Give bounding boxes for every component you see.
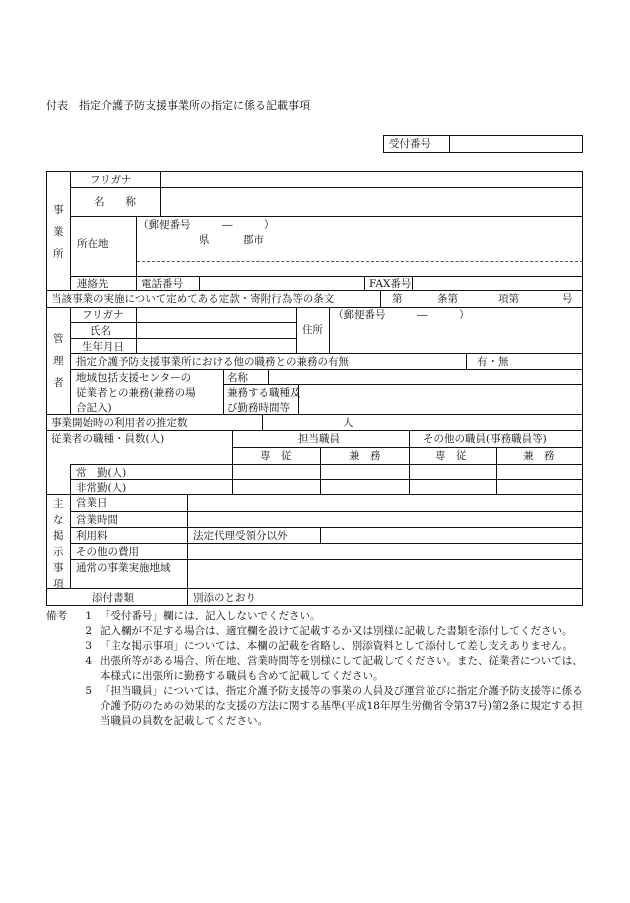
page-title: 付表 指定介護予防支援事業所の指定に係る記載事項 bbox=[46, 99, 310, 112]
staff-joukin-senju-field[interactable] bbox=[236, 466, 316, 477]
staff-other-senju: 専 従 bbox=[435, 450, 467, 462]
articles-dai: 第 bbox=[392, 293, 403, 305]
note-item: 1 「受付番号」欄には、記入しないでください。 bbox=[85, 610, 321, 622]
staff-joukin-kenmu-field[interactable] bbox=[324, 466, 404, 477]
office-furigana-label: フリガナ bbox=[90, 174, 132, 186]
main-items-label-3: 掲 bbox=[53, 530, 64, 542]
service-area-field[interactable] bbox=[191, 561, 579, 586]
staff-tanto-header: 担当職員 bbox=[298, 433, 340, 445]
manager-address-field[interactable] bbox=[333, 325, 578, 351]
attachments-value: 別添のとおり bbox=[193, 592, 256, 604]
note-item: 5 「担当職員」については、指定介護予防支援等の事業の人員及び運営並びに指定介護予防支援等に係る介護予防のための効果的な支援の方法に関する基準(平成18年厚生労働省令第37号)第2条に規定する担当職員の員数を記載してください。 bbox=[85, 685, 583, 727]
staff-hijoukin-senju-field[interactable] bbox=[236, 481, 316, 492]
office-gun-city: 郡市 bbox=[243, 234, 264, 246]
notes-list bbox=[48, 609, 588, 729]
manager-postal: （郵便番号 ― ） bbox=[333, 309, 470, 321]
other-costs-field[interactable] bbox=[191, 545, 579, 557]
center-duty-line2: び勤務時間等 bbox=[227, 402, 290, 414]
notes-label: 備考 bbox=[46, 610, 67, 622]
center-duty-field[interactable] bbox=[302, 387, 577, 412]
fee-label: 利用料 bbox=[76, 530, 108, 542]
office-phone-label: 電話番号 bbox=[141, 278, 183, 290]
manager-birth-field[interactable] bbox=[140, 341, 292, 352]
note-item: 3 「主な掲示事項」については、本欄の記載を省略し、別添資料として添付して差し支えありません。 bbox=[85, 640, 573, 652]
center-label-line3: 合記入) bbox=[76, 402, 112, 414]
office-address-field[interactable] bbox=[280, 233, 570, 273]
manager-name-label: 氏名 bbox=[90, 325, 111, 337]
note-item: 4 出張所等がある場合、所在地、営業時間等を別様にして記載してください。また、従業者については、本様式に出張所に勤務する職員も含めて記載してください。 bbox=[85, 655, 583, 682]
center-duty-line1: 兼務する職種及 bbox=[227, 387, 301, 399]
manager-section-label-3: 者 bbox=[53, 377, 64, 389]
staff-other-header: その他の職員(事務職員等) bbox=[423, 433, 547, 445]
staff-hijoukin-kenmu-field[interactable] bbox=[324, 481, 404, 492]
office-section-label-1: 事 bbox=[53, 204, 64, 216]
office-fax-field[interactable] bbox=[416, 278, 576, 289]
main-items-label-1: 主 bbox=[53, 498, 64, 510]
user-estimate-unit: 人 bbox=[343, 417, 354, 429]
center-label-line1: 地域包括支援センターの bbox=[76, 372, 192, 384]
office-name-field[interactable] bbox=[165, 191, 575, 213]
staff-label: 従業者の職種・員数(人) bbox=[51, 433, 165, 445]
receipt-number-label: 受付番号 bbox=[389, 138, 431, 150]
main-items-label-4: 示 bbox=[53, 546, 64, 558]
business-days-field[interactable] bbox=[191, 496, 579, 509]
note-item: 2 記入欄が不足する場合は、適宜欄を設けて記載するか又は別様に記載した書類を添付してください。 bbox=[85, 625, 573, 637]
office-address-label: 所在地 bbox=[77, 238, 109, 250]
manager-address-label: 住所 bbox=[302, 324, 323, 336]
manager-yes-no[interactable]: 有・無 bbox=[477, 356, 509, 368]
business-hours-field[interactable] bbox=[191, 513, 579, 525]
main-items-label-2: な bbox=[53, 514, 64, 526]
center-name-label: 名称 bbox=[227, 372, 248, 384]
office-name-label: 名 称 bbox=[94, 196, 136, 208]
office-section-label-2: 業 bbox=[53, 226, 64, 238]
business-hours-label: 営業時間 bbox=[76, 514, 118, 526]
manager-furigana-label: フリガナ bbox=[82, 309, 124, 321]
user-estimate-field[interactable] bbox=[266, 416, 336, 428]
main-items-label-6: 項 bbox=[53, 578, 64, 590]
staff-tanto-kenmu: 兼 務 bbox=[349, 450, 381, 462]
staff-tanto-senju: 専 従 bbox=[260, 450, 292, 462]
service-area-label: 通常の事業実施地域 bbox=[76, 562, 171, 574]
office-phone-field[interactable] bbox=[202, 278, 362, 289]
business-days-label: 営業日 bbox=[76, 497, 108, 509]
articles-kou: 項第 bbox=[498, 293, 519, 305]
office-section-label-3: 所 bbox=[53, 248, 64, 260]
manager-other-duty-label: 指定介護予防支援事業所における他の職務との兼務の有無 bbox=[76, 356, 349, 368]
other-costs-label: その他の費用 bbox=[76, 546, 139, 558]
manager-section-label-2: 理 bbox=[53, 355, 64, 367]
staff-other-kenmu: 兼 務 bbox=[523, 450, 555, 462]
articles-label: 当該事業の実施について定めてある定款・寄附行為等の条文 bbox=[51, 293, 335, 305]
center-label-line2: 従業者との兼務(兼務の場 bbox=[76, 387, 196, 399]
office-contact-label: 連絡先 bbox=[77, 278, 109, 290]
manager-furigana-field[interactable] bbox=[140, 309, 292, 321]
manager-birth-label: 生年月日 bbox=[82, 341, 124, 353]
office-prefecture: 県 bbox=[199, 234, 210, 246]
manager-name-field[interactable] bbox=[140, 325, 292, 337]
articles-jou: 条第 bbox=[437, 293, 458, 305]
attachments-label: 添付書類 bbox=[92, 592, 134, 604]
staff-joukin-label: 常 勤(人) bbox=[76, 467, 127, 479]
fee-note: 法定代理受領分以外 bbox=[193, 530, 288, 542]
office-postal: （郵便番号 ― ） bbox=[138, 219, 275, 231]
fee-field[interactable] bbox=[324, 529, 579, 541]
office-furigana-field[interactable] bbox=[165, 174, 575, 186]
center-name-field[interactable] bbox=[272, 371, 577, 383]
staff-hijoukin-label: 非常勤(人) bbox=[76, 482, 127, 494]
articles-gou: 号 bbox=[562, 293, 573, 305]
user-estimate-label: 事業開始時の利用者の推定数 bbox=[51, 417, 188, 429]
main-items-label-5: 事 bbox=[53, 562, 64, 574]
manager-section-label-1: 管 bbox=[53, 333, 64, 345]
office-fax-label: FAX番号 bbox=[369, 278, 412, 290]
